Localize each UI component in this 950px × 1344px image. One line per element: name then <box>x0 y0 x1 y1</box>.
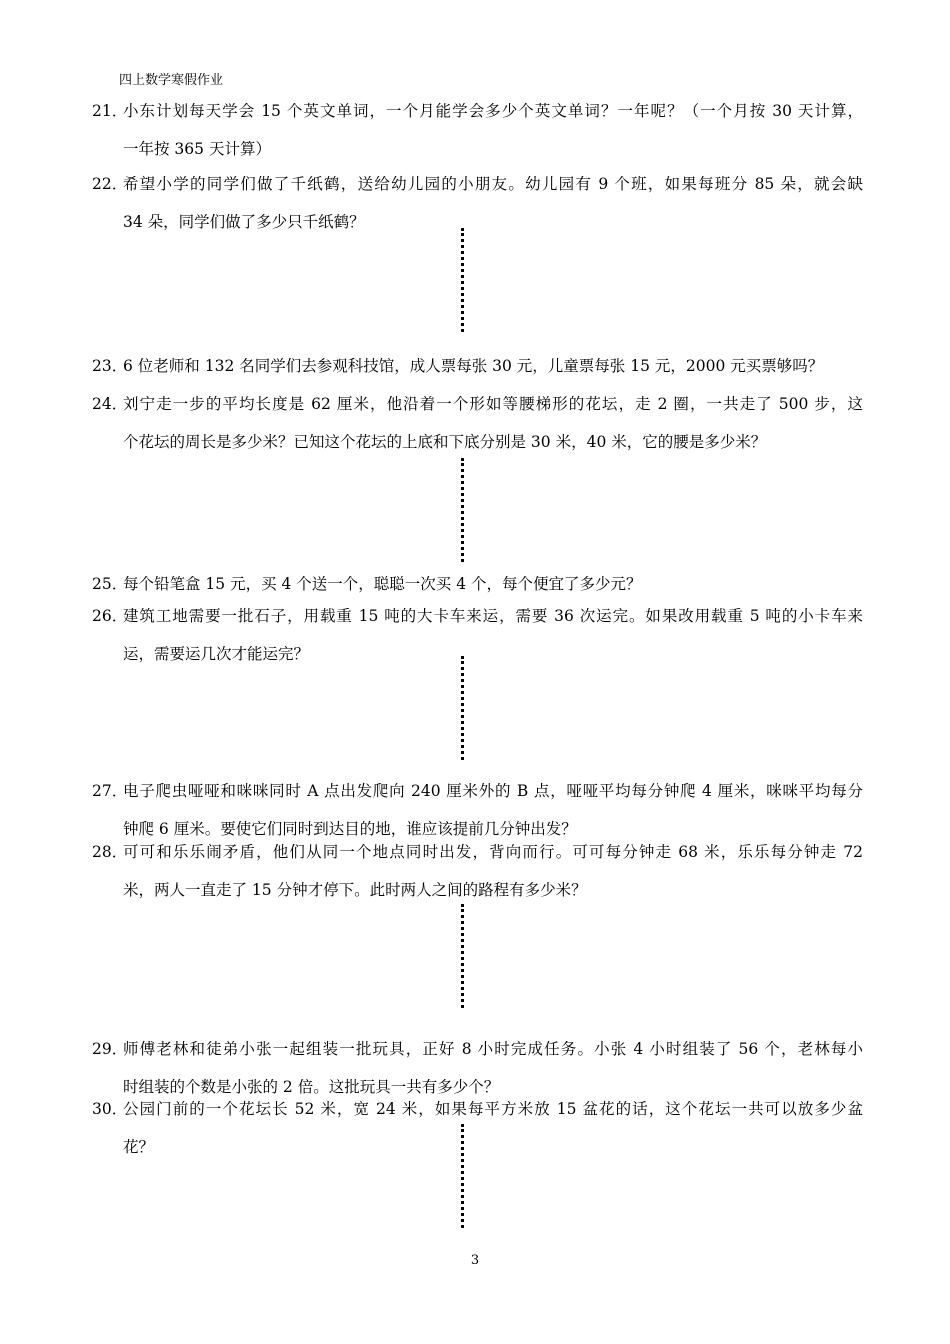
question-text: 建筑工地需要一批石子，用载重 15 吨的大卡车来运，需要 36 次运完。如果改用载重 5 吨的小卡车来 <box>123 607 863 625</box>
question-text: 可可和乐乐闹矛盾，他们从同一个地点同时出发，背向而行。可可每分钟走 68 米，乐乐每分钟走 72 <box>123 843 863 861</box>
question-number: 27． <box>92 782 128 800</box>
page-number: 3 <box>470 1253 480 1268</box>
question-text-continued: 一年按 365 天计算） <box>123 140 271 158</box>
question-text: 刘宁走一步的平均长度是 62 厘米，他沿着一个形如等腰梯形的花坛，走 2 圈，一共走了 500 步，这 <box>123 395 863 413</box>
question-text-continued: 34 朵，同学们做了多少只千纸鹤？ <box>123 213 365 231</box>
question-text: 师傅老林和徒弟小张一起组装一批玩具，正好 8 小时完成任务。小张 4 小时组装了 56 个，老林每小 <box>123 1040 863 1058</box>
question-number: 26． <box>92 607 128 625</box>
question-number: 22． <box>92 175 128 193</box>
question-22 <box>92 165 864 241</box>
question-number: 23． <box>92 357 128 375</box>
question-28 <box>92 833 864 909</box>
question-text: 电子爬虫哑哑和咪咪同时 A 点出发爬向 240 厘米外的 B 点，哑哑平均每分钟爬 4 厘米，咪咪平均每分 <box>123 782 863 800</box>
page-header: 四上数学寒假作业 <box>119 73 224 88</box>
answer-divider <box>461 904 464 1008</box>
question-text-continued: 米，两人一直走了 15 分钟才停下。此时两人之间的路程有多少米？ <box>123 881 587 899</box>
answer-divider <box>461 1124 464 1228</box>
question-text: 公园门前的一个花坛长 52 米，宽 24 米，如果每平方米放 15 盆花的话，这个花坛一共可以放多少盆 <box>123 1100 863 1118</box>
question-30 <box>92 1090 864 1166</box>
question-text: 6 位老师和 132 名同学们去参观科技馆，成人票每张 30 元，儿童票每张 15 元，2000 元买票够吗？ <box>123 357 824 375</box>
question-text: 每个铅笔盒 15 元，买 4 个送一个，聪聪一次买 4 个，每个便宜了多少元？ <box>123 575 642 593</box>
question-text: 希望小学的同学们做了千纸鹤，送给幼儿园的小朋友。幼儿园有 9 个班，如果每班分 85 朵，就会缺 <box>123 175 863 193</box>
question-text-continued: 运，需要运几次才能运完？ <box>123 645 310 663</box>
question-24 <box>92 385 864 461</box>
question-text-continued: 钟爬 6 厘米。要使它们同时到达目的地，谁应该提前几分钟出发？ <box>123 820 577 838</box>
question-number: 28． <box>92 843 128 861</box>
answer-divider <box>461 228 464 332</box>
question-number: 21． <box>92 102 128 120</box>
question-text-continued: 个花坛的周长是多少米？已知这个花坛的上底和下底分别是 30 米，40 米，它的腰是多少米？ <box>123 433 767 451</box>
question-21 <box>92 92 864 168</box>
question-text: 小东计划每天学会 15 个英文单词，一个月能学会多少个英文单词？一年呢？（一个月按 30 天计算， <box>123 102 863 120</box>
question-number: 30． <box>92 1100 128 1118</box>
answer-divider <box>461 458 464 562</box>
question-text-continued: 花？ <box>123 1138 155 1156</box>
question-text-continued: 时组装的个数是小张的 2 倍。这批玩具一共有多少个？ <box>123 1078 500 1096</box>
question-number: 29． <box>92 1040 128 1058</box>
question-23 <box>92 347 864 385</box>
question-26 <box>92 597 864 673</box>
question-number: 24． <box>92 395 128 413</box>
answer-divider <box>461 656 464 760</box>
question-number: 25． <box>92 575 128 593</box>
